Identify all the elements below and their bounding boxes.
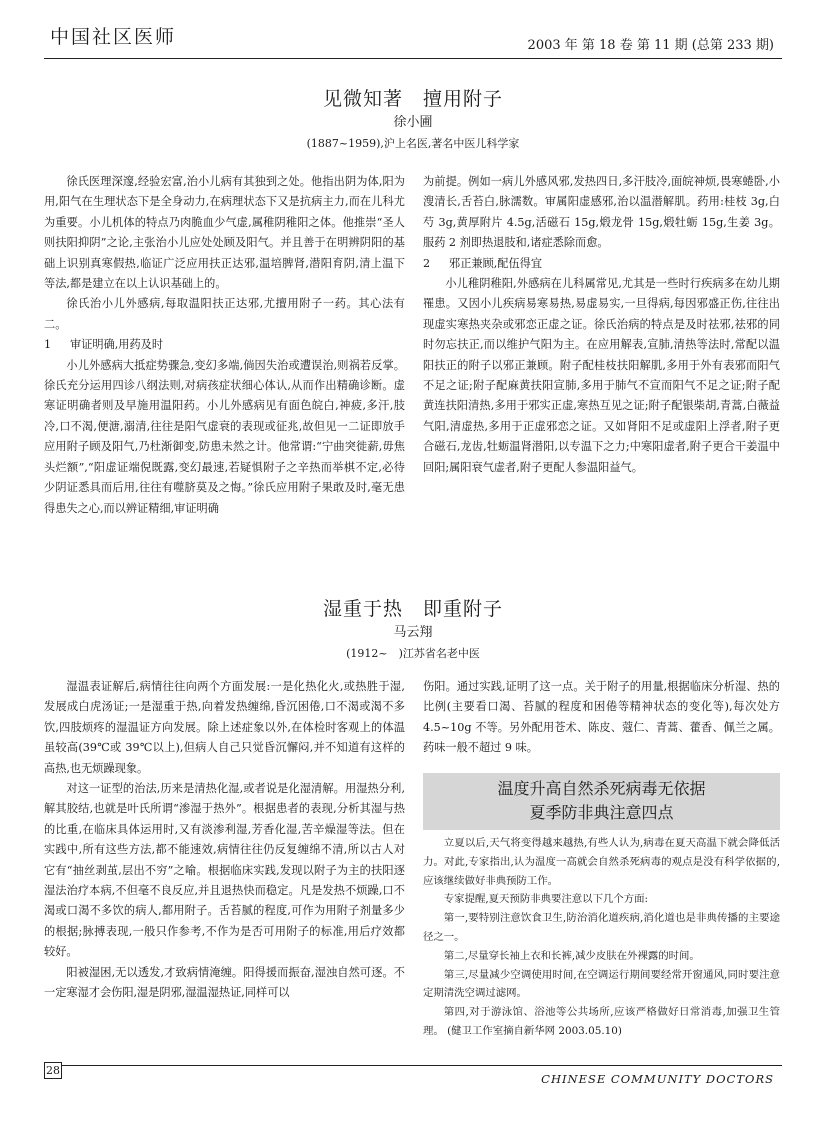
section-number: 1 [44,338,52,352]
paragraph: 徐氏治小儿外感病,每取温阳扶正达邪,尤擅用附子一药。其心法有二。 [44,297,405,331]
section-title: 审证明确,用药及时 [70,338,164,352]
notice-title-box [423,773,780,830]
section-heading [423,254,780,274]
section-heading [44,335,405,355]
issue-info: 2003 年 第 18 卷 第 11 期 (总第 233 期) [527,38,774,53]
article2-left-column [44,677,405,1004]
paragraph: 小儿外感病大抵症势骤急,变幻多端,倘因失治或遭误治,则祸若反掌。徐氏充分运用四诊八纲法则,对病孩症状细心体认,从而作出精确诊断。虚寒证明确者则及早施用温阳药。小儿外感病见有面色皖白,神疲,多汗,肢冷,口不渴,便溏,溺清,往往是阳气虚衰的表现或征兆,故但见一二证即放手应用附子顾及阳气,乃杜渐御变,防患未然之计。他常谓:“宁曲突徙薪,毋焦头烂额”,“阳虚证端倪既露,变幻最速,若疑惧附子之辛热而举棋不定,必待少阴证悉具而后用,往往有噬脐莫及之悔。”徐氏应用附子果敢及时,毫无患得患失之心,而以辨证精细,审证明确 [44,358,405,515]
paragraph: 专家提醒,夏天预防非典要注意以下几个方面: [443,893,649,906]
article2-title: 湿重于热 即重附子 [322,598,503,620]
paragraph: 对这一证型的治法,历来是清热化湿,或者说是化湿清解。用湿热分利,解其胶结,也就是叶氏所谓“渗湿于热外”。根据患者的表现,分析其湿与热的比重,在临床具体运用时,又有淡渗利湿,芳香化湿,苦辛燥湿等法。但在实践中,所有这些方法,都不能速效,病情往往仍反复缠绵不清,所以古人对它有“抽丝剥茧,层出不穷”之喻。根据临床实践,发现以附子为主的扶阳逐湿法治疗本病,不但毫不良反应,并且退热快而稳定。凡是发热不烦躁,口不渴或口渴不多饮的病人,都用附子。舌苔腻的程度,可作为用附子剂量多少的根据;脉搏表现,一般只作参考,不作为是否可用附子的标准,用后疗效都较好。 [44,782,405,959]
article1-left-column [44,172,405,519]
paragraph: 为前提。例如一病儿外感风邪,发热四日,多汗肢冷,面皖神烦,畏寒蜷卧,小溲清长,舌苔白,脉濡数。审属阳虚感邪,治以温潜解肌。药用:桂枝 3g,白芍 3g,黄厚附片 4.5g,活磁石 15g,煅龙骨 15g,煅牡蛎 15g,生姜 3g。服药 2 剂即热退肢和,诸症悉除而愈。 [423,175,780,250]
paragraph: 第三,尽量减少空调使用时间,在空调运行期间要经常开窗通风,同时要注意定期清洗空调过滤网。 [423,968,780,1000]
article2-bio: (1912~ )江苏省名老中医 [346,647,480,660]
paragraph: 阳被湿困,无以透发,才致病情淹缠。阳得援而振奋,湿浊自然可逐。不一定寒湿才会伤阳,湿是阴邪,湿温湿热证,同样可以 [44,965,405,1000]
paragraph: 小儿稚阴稚阳,外感病在儿科属常见,尤其是一些时行疾病多在幼儿期罹患。又因小儿疾病易寒易热,易虚易实,一旦得病,每因邪盛正伤,往往出现虚实寒热夹杂或邪恋正虚之证。徐氏治病的特点是及时祛邪,祛邪的同时勿忘扶正,而以维护气阳为主。在应用解表,宣肺,清热等法时,常配以温阳扶正的附子以邪正兼顾。附子配桂枝扶阳解肌,多用于外有表邪而阳气不足之证;附子配麻黄扶阳宣肺,多用于肺气不宣而阳气不足之证;附子配黄连扶阳清热,多用于邪实正虚,寒热互见之证;附子配银柴胡,青蒿,白薇益气阳,清虚热,多用于正虚邪恋之证。又如肾阳不足或虚阳上浮者,附子更合磁石,龙齿,牡蛎温肾潜阳,以专温下之力;中寒阳虚者,附子更合干姜温中回阳;属阳衰气虚者,附子更配人参温阳益气。 [423,277,780,474]
article1-author: 徐小圃 [393,115,433,130]
paragraph: 第二,尽量穿长袖上衣和长裤,减少皮肤在外裸露的时间。 [443,949,700,962]
paragraph: 立夏以后,天气将变得越来越热,有些人认为,病毒在夏天高温下就会降低活力。对此,专家指出,认为温度一高就会自然杀死病毒的观点是没有科学依据的,应该继续做好非典预防工作。 [423,837,780,887]
paragraph: 湿温表证解后,病情往往向两个方面发展:一是化热化火,或热胜于湿,发展成白虎汤证;一是湿重于热,向着发热缠绵,昏沉困倦,口不渴或渴不多饮,四肢烦疼的湿温证方向发展。除上述症象以外,在体检时客观上的体温虽较高(39℃或 39℃以上),但病人自己只觉昏沉懈闷,并不知道有这样的高热,也无烦躁现象。 [44,680,405,775]
section-number: 2 [423,256,431,270]
paragraph: 徐氏医理深邃,经验宏富,治小儿病有其独到之处。他指出阴为体,阳为用,阳气在生理状态下是全身动力,在病理状态下又是抗病主力,而在儿科尤为重要。小儿机体的特点乃肉脆血少气虚,属稚阴稚阳之体。他推崇“圣人则扶阳抑阴”之论,主张治小儿应处处顾及阳气。并且善于在明辨阴阳的基础上识别真寒假热,临证广泛应用扶正达邪,温培脾肾,潜阳育阴,清上温下等法,都是建立在以上认识基础上的。 [44,175,405,291]
journal-english-name: CHINESE COMMUNITY DOCTORS [541,1072,774,1086]
header-divider [44,58,782,59]
article1-title: 见微知著 擅用附子 [322,88,503,110]
notice-title: 温度升高自然杀死病毒无依据 [497,779,706,798]
article2-author: 马云翔 [393,625,433,640]
journal-name: 中国社区医师 [50,26,177,48]
notice-body [423,834,780,1041]
article1-bio: (1887~1959),沪上名医,著名中医儿科学家 [306,137,520,150]
section-title: 邪正兼顾,配伍得宜 [449,256,543,270]
notice-subtitle: 夏季防非典注意四点 [529,803,674,822]
paragraph: 伤阳。通过实践,证明了这一点。关于附子的用量,根据临床分析湿、热的比例(主要看口渴、苔腻的程度和困倦等精神状态的变化等),每次处方 4.5~10g 不等。另外配用苍术、陈皮、蔻仁、青蒿、藿香、佩兰之属。药味一般不超过 9 味。 [423,680,780,755]
paragraph: 第一,要特别注意饮食卫生,防治消化道疾病,消化道也是非典传播的主要途径之一。 [423,912,780,943]
article1-right-column [423,172,780,478]
paragraph: 第四,对于游泳馆、浴池等公共场所,应该严格做好日常消毒,加强卫生管理。 (健卫工作室摘自新华网 2003.05.10) [423,1006,780,1037]
page-number: 28 [46,1064,60,1077]
footer-divider [44,1065,782,1066]
article2-right-column [423,677,780,759]
